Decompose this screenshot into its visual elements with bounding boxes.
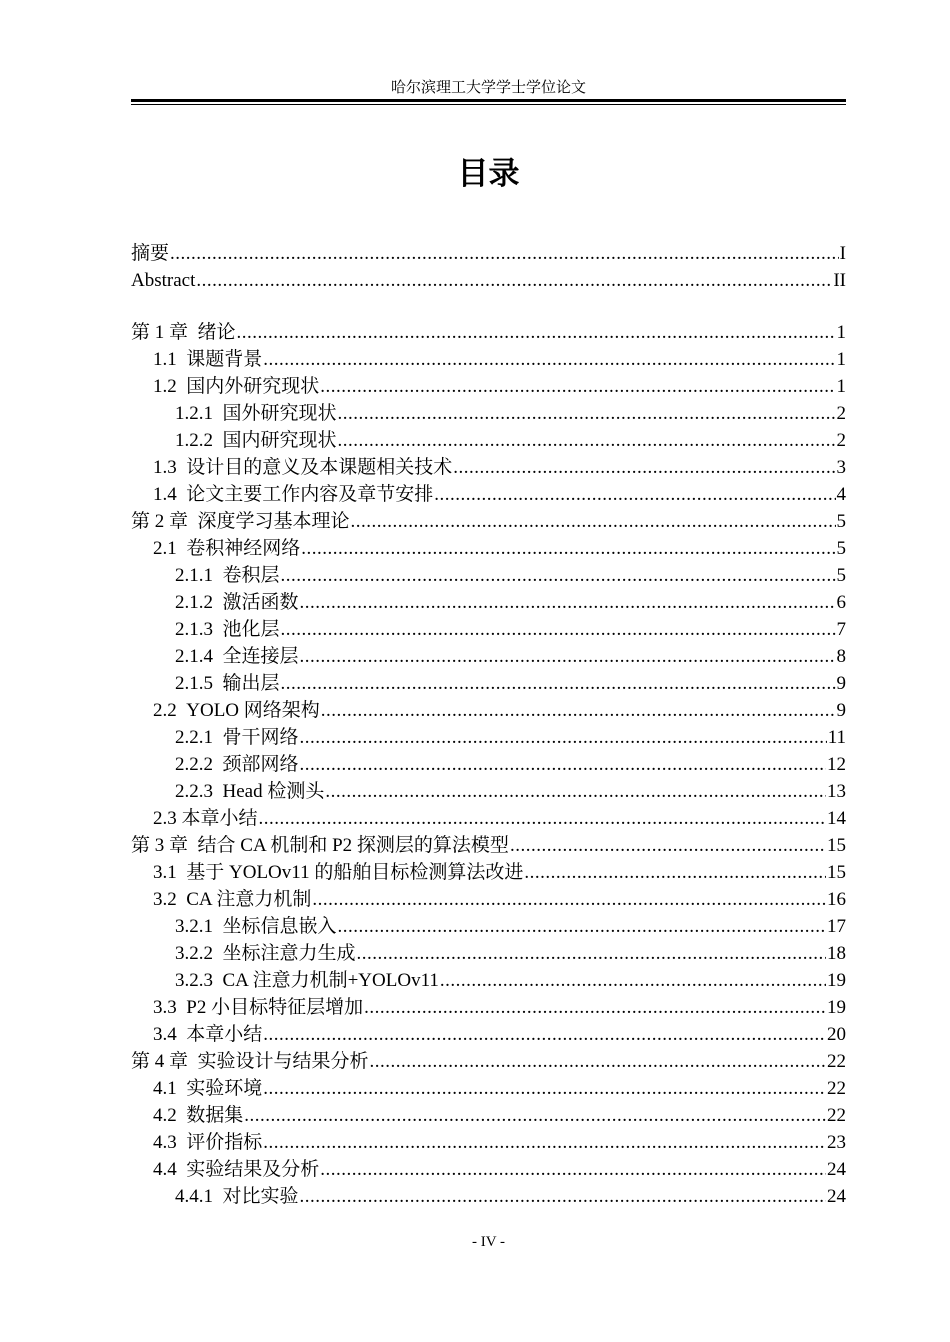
toc-dot-leader (524, 859, 826, 886)
toc-entry-number: 第 2 章 (131, 511, 198, 532)
toc-entry[interactable] (131, 778, 846, 805)
toc-entry-page: 9 (836, 673, 846, 694)
toc-entry[interactable] (131, 267, 846, 294)
toc-dot-leader (370, 1048, 826, 1075)
toc-entry-title: 卷积层 (222, 565, 280, 586)
toc-entry[interactable] (131, 940, 846, 967)
toc-entry-number: 1.2.1 (175, 403, 223, 424)
toc-entry-number: 3.2.3 (175, 970, 223, 991)
toc-entry-title: CA 注意力机制 (186, 889, 312, 910)
toc-entry-title: 对比实验 (222, 1186, 299, 1207)
toc-entry[interactable] (131, 1129, 846, 1156)
toc-entry[interactable] (131, 589, 846, 616)
toc-entry-page: 15 (827, 835, 846, 856)
toc-entry-title: 骨干网络 (222, 727, 299, 748)
toc-entry-title: 池化层 (222, 619, 280, 640)
toc-dot-leader (357, 940, 826, 967)
toc-entry-number: 3.2.1 (175, 916, 223, 937)
toc-entry-page: 1 (836, 376, 846, 397)
toc-entry-number: 1.2 (153, 376, 187, 397)
toc-entry[interactable] (131, 697, 846, 724)
toc-entry-page: 5 (836, 511, 846, 532)
toc-entry-page: 22 (827, 1051, 846, 1072)
toc-entry[interactable] (131, 832, 846, 859)
toc-entry-number: 4.2 (153, 1105, 187, 1126)
toc-entry-page: 17 (827, 916, 846, 937)
toc-dot-leader (300, 751, 826, 778)
toc-entry-title: 数据集 (186, 1105, 244, 1126)
toc-entry-page: 1 (836, 349, 846, 370)
toc-entry-title: Abstract (131, 270, 196, 291)
toc-entry-page: 24 (827, 1186, 846, 1207)
toc-entry-number: 3.1 (153, 862, 187, 883)
toc-dot-leader (281, 670, 836, 697)
toc-entry-title: 国内研究现状 (222, 430, 337, 451)
toc-entry[interactable] (131, 400, 846, 427)
toc-dot-leader (263, 1021, 826, 1048)
toc-entry-page: 5 (836, 538, 846, 559)
toc-entry-page: 19 (827, 997, 846, 1018)
toc-entry-title: 摘要 (131, 243, 170, 264)
toc-entry[interactable] (131, 805, 846, 832)
toc-dot-leader (170, 240, 839, 267)
toc-entry[interactable] (131, 240, 846, 267)
toc-entry-page: 22 (827, 1078, 846, 1099)
toc-entry-number: 2.1.4 (175, 646, 223, 667)
table-of-contents (131, 240, 846, 1210)
toc-entry-number: 4.1 (153, 1078, 187, 1099)
header-rule-thin (131, 104, 846, 105)
toc-entry-title: 绪论 (197, 322, 236, 343)
toc-dot-leader (440, 967, 826, 994)
toc-dot-leader (259, 805, 826, 832)
toc-dot-leader (320, 373, 835, 400)
toc-entry-number: 1.2.2 (175, 430, 223, 451)
toc-entry-number: 2.1.1 (175, 565, 223, 586)
toc-entry-page: 1 (836, 322, 846, 343)
toc-entry-title: 激活函数 (222, 592, 299, 613)
page-number: - IV - (471, 1234, 506, 1250)
toc-entry[interactable] (131, 967, 846, 994)
toc-entry[interactable] (131, 1048, 846, 1075)
toc-entry-title: 坐标信息嵌入 (222, 916, 337, 937)
toc-dot-leader (321, 697, 836, 724)
toc-entry-number: 4.4 (153, 1159, 187, 1180)
toc-entry-number: 2.2 (153, 700, 187, 721)
toc-entry-page: 3 (836, 457, 846, 478)
toc-entry-title: 基于 YOLOv11 的船舶目标检测算法改进 (186, 862, 524, 883)
toc-entry-number: 第 3 章 (131, 835, 198, 856)
toc-entry-title: 论文主要工作内容及章节安排 (186, 484, 434, 505)
toc-entry-number: 第 1 章 (131, 322, 198, 343)
toc-dot-leader (510, 832, 826, 859)
toc-dot-leader (300, 724, 827, 751)
toc-entry-page: 7 (836, 619, 846, 640)
toc-entry-page: 14 (827, 808, 846, 829)
toc-entry-number: 1.1 (153, 349, 187, 370)
toc-entry-number: 3.4 (153, 1024, 187, 1045)
toc-entry[interactable] (131, 643, 846, 670)
toc-dot-leader (301, 535, 835, 562)
toc-entry[interactable] (131, 481, 846, 508)
toc-entry[interactable] (131, 508, 846, 535)
toc-entry-number: 2.2.3 (175, 781, 223, 802)
toc-dot-leader (351, 508, 836, 535)
header-rule-thick (131, 99, 846, 102)
toc-entry-number: 3.2.2 (175, 943, 223, 964)
toc-entry-title: CA 注意力机制+YOLOv11 (222, 970, 439, 991)
toc-entry-page: 13 (827, 781, 846, 802)
toc-entry[interactable] (131, 1156, 846, 1183)
toc-dot-leader (196, 267, 832, 294)
toc-dot-leader (434, 481, 835, 508)
toc-title: 目录 (457, 156, 520, 192)
toc-entry-page: 12 (827, 754, 846, 775)
toc-entry-title: 实验结果及分析 (186, 1159, 320, 1180)
toc-dot-leader (300, 589, 836, 616)
toc-entry-title: 本章小结 (186, 1024, 263, 1045)
toc-entry-number: 2.2.2 (175, 754, 223, 775)
toc-entry[interactable] (131, 1021, 846, 1048)
toc-dot-leader (244, 1102, 826, 1129)
toc-entry-page: 15 (827, 862, 846, 883)
toc-entry-page: 2 (836, 430, 846, 451)
toc-entry-page: 9 (836, 700, 846, 721)
toc-entry-title: 国内外研究现状 (186, 376, 320, 397)
toc-dot-leader (263, 1129, 826, 1156)
toc-entry-title: 课题背景 (186, 349, 263, 370)
running-header: 哈尔滨理工大学学士学位论文 (390, 80, 586, 96)
toc-entry-title: 实验环境 (186, 1078, 263, 1099)
toc-entry-title: 深度学习基本理论 (197, 511, 350, 532)
toc-entry[interactable] (131, 859, 846, 886)
toc-dot-leader (281, 616, 836, 643)
toc-entry[interactable] (131, 1183, 846, 1210)
toc-entry-title: 结合 CA 机制和 P2 探测层的算法模型 (197, 835, 509, 856)
toc-dot-leader (453, 454, 835, 481)
toc-entry-title: 实验设计与结果分析 (197, 1051, 369, 1072)
toc-dot-leader (364, 994, 826, 1021)
toc-entry-number: 2.2.1 (175, 727, 223, 748)
toc-entry-number: 3.3 (153, 997, 187, 1018)
toc-entry-page: II (833, 270, 846, 291)
toc-entry-page: 20 (827, 1024, 846, 1045)
toc-entry-number: 2.1 (153, 538, 187, 559)
toc-dot-leader (300, 643, 836, 670)
toc-entry-page: 24 (827, 1159, 846, 1180)
toc-entry-title: 设计目的意义及本课题相关技术 (186, 457, 453, 478)
toc-entry-page: 4 (836, 484, 846, 505)
toc-entry-page: 19 (827, 970, 846, 991)
toc-entry-title: 坐标注意力生成 (222, 943, 356, 964)
toc-entry-number: 4.4.1 (175, 1186, 223, 1207)
toc-entry-title: Head 检测头 (222, 781, 325, 802)
toc-entry-title: 国外研究现状 (222, 403, 337, 424)
toc-dot-leader (320, 1156, 826, 1183)
toc-entry[interactable] (131, 670, 846, 697)
toc-entry-number: 2.1.5 (175, 673, 223, 694)
toc-entry[interactable] (131, 616, 846, 643)
toc-entry-number: 1.4 (153, 484, 187, 505)
toc-entry-number: 2.3 (153, 808, 182, 829)
toc-entry-page: 2 (836, 403, 846, 424)
toc-entry[interactable] (131, 454, 846, 481)
toc-entry[interactable] (131, 751, 846, 778)
toc-dot-leader (263, 346, 835, 373)
toc-entry-title: 卷积神经网络 (186, 538, 301, 559)
toc-entry-page: 22 (827, 1105, 846, 1126)
toc-entry[interactable] (131, 562, 846, 589)
toc-entry-title: YOLO 网络架构 (186, 700, 320, 721)
toc-entry-page: 18 (827, 943, 846, 964)
toc-entry-page: 8 (836, 646, 846, 667)
toc-dot-leader (237, 319, 836, 346)
toc-entry-page: 5 (836, 565, 846, 586)
toc-dot-leader (338, 913, 826, 940)
toc-dot-leader (338, 400, 836, 427)
toc-entry-title: 颈部网络 (222, 754, 299, 775)
toc-entry[interactable] (131, 427, 846, 454)
toc-entry[interactable] (131, 373, 846, 400)
toc-entry[interactable] (131, 1102, 846, 1129)
toc-dot-leader (281, 562, 836, 589)
toc-entry[interactable] (131, 724, 846, 751)
toc-entry[interactable] (131, 346, 846, 373)
toc-dot-leader (263, 1075, 826, 1102)
toc-entry-number: 4.3 (153, 1132, 187, 1153)
toc-entry[interactable] (131, 1075, 846, 1102)
toc-entry[interactable] (131, 994, 846, 1021)
toc-entry-number: 2.1.2 (175, 592, 223, 613)
toc-dot-leader (312, 886, 826, 913)
toc-dot-leader (325, 778, 826, 805)
toc-entry-title: 输出层 (222, 673, 280, 694)
toc-entry-number: 2.1.3 (175, 619, 223, 640)
toc-entry-title: P2 小目标特征层增加 (186, 997, 364, 1018)
toc-entry-page: 23 (827, 1132, 846, 1153)
toc-entry[interactable] (131, 913, 846, 940)
toc-entry-page: 16 (827, 889, 846, 910)
toc-entry-number: 第 4 章 (131, 1051, 198, 1072)
toc-entry[interactable] (131, 535, 846, 562)
toc-entry-page: I (839, 243, 846, 264)
toc-entry-title: 评价指标 (186, 1132, 263, 1153)
toc-entry-page: 6 (836, 592, 846, 613)
toc-entry-number: 3.2 (153, 889, 187, 910)
toc-entry-title: 全连接层 (222, 646, 299, 667)
toc-dot-leader (300, 1183, 826, 1210)
toc-entry-number: 1.3 (153, 457, 187, 478)
toc-entry[interactable] (131, 886, 846, 913)
toc-dot-leader (338, 427, 836, 454)
toc-entry-page: 11 (827, 727, 846, 748)
toc-entry[interactable] (131, 319, 846, 346)
toc-entry-title: 本章小结 (181, 808, 258, 829)
